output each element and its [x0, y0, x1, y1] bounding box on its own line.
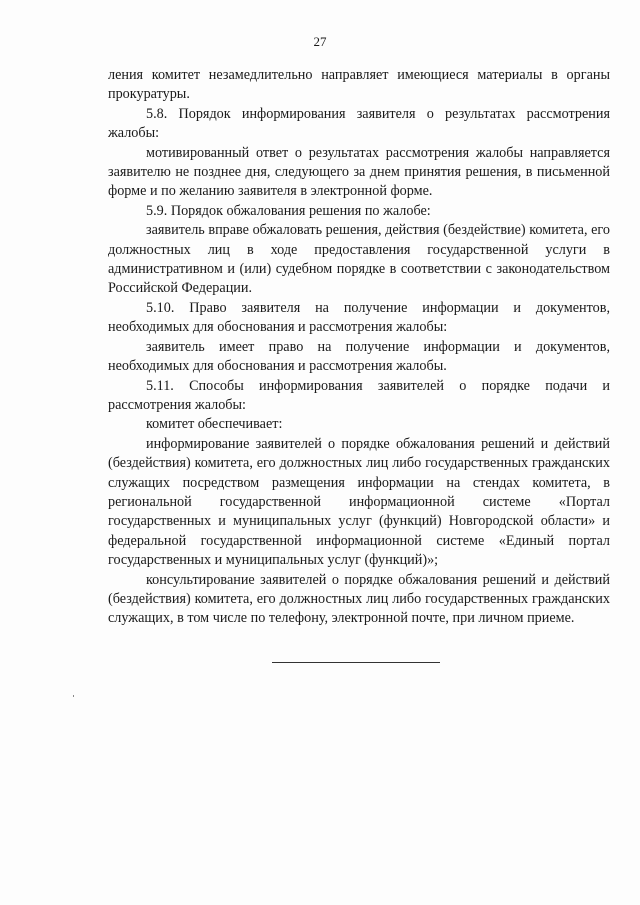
document-body	[108, 66, 610, 629]
section-heading-5-8: 5.8. Порядок информирования заявителя о результатах рассмотрения жалобы:	[108, 105, 610, 142]
section-heading-5-9: 5.9. Порядок обжалования решения по жалобе:	[146, 202, 431, 219]
paragraph-informing: информирование заявителей о порядке обжалования решений и действий (бездействия) комитета, его должностных лиц либо государственных гражданских служащих посредством размещения информации на стендах комитета, в региональной государственной информационной системе «Портал государственных и муниципальных услуг (функций) Новгородской области» и федеральной государственной информационной системе «Единый портал государственных и муниципальных услуг (функций)»;	[108, 435, 610, 569]
paragraph-appeal-right: заявитель вправе обжаловать решения, действия (бездействие) комитета, его должностных лиц в ходе предоставления государственной услуги в административном и (или) судебном порядке в соответствии с законодательством Российской Федерации.	[108, 222, 610, 297]
paragraph-reasoned-answer: мотивированный ответ о результатах рассмотрения жалобы направляется заявителю не позднее дня, следующего за днем принятия решения, в письменной форме и по желанию заявителя в электронной форме.	[108, 144, 610, 200]
scan-speck	[73, 695, 74, 697]
end-of-document-rule	[272, 662, 440, 663]
section-heading-5-11: 5.11. Способы информирования заявителей о порядке подачи и рассмотрения жалобы:	[108, 377, 610, 413]
page-number: 27	[313, 34, 327, 49]
section-heading-5-10: 5.10. Право заявителя на получение информации и документов, необходимых для обоснования и рассмотрения жалобы:	[108, 299, 610, 336]
paragraph-info-right: заявитель имеет право на получение информации и документов, необходимых для обоснования и рассмотрения жалобы.	[108, 338, 610, 375]
paragraph-committee-provides: комитет обеспечивает:	[146, 416, 283, 433]
paragraph-continuation: ления комитет незамедлительно направляет имеющиеся материалы в органы прокуратуры.	[108, 67, 610, 103]
paragraph-consulting: консультирование заявителей о порядке обжалования решений и действий (бездействия) комитета, его должностных лиц либо государственных гражданских служащих, в том числе по телефону, электронной почте, при личном приеме.	[108, 571, 610, 627]
